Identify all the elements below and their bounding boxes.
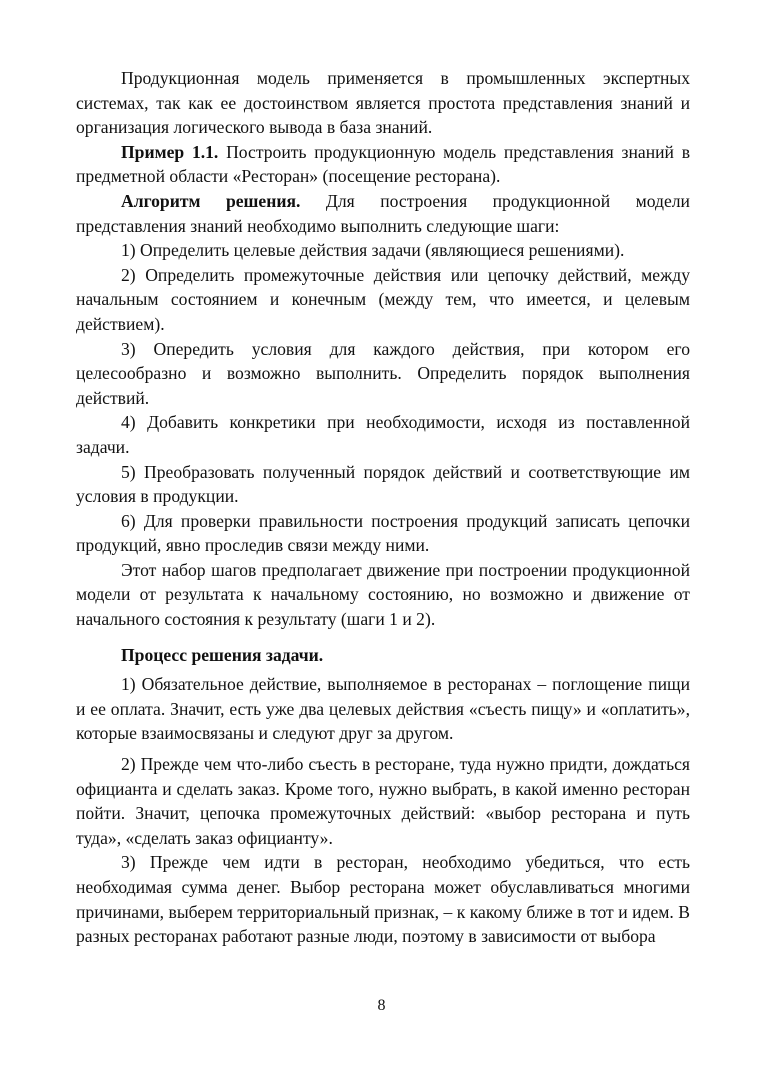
example-label: Пример 1.1.: [121, 141, 219, 162]
algorithm-text: Для построения продукционной модели представления знаний необходимо выполнить следующие шаги:: [76, 190, 690, 236]
process-item: 2) Прежде чем что-либо съесть в ресторане, туда нужно придти, дождаться официанта и сделать заказ. Кроме того, нужно выбрать, в какой именно ресторан пойти. Значит, цепочка промежуточных действий: «выбор ресторана и путь туда», «сделать заказ официанту».: [76, 754, 690, 848]
example-text: Построить продукционную модель представления знаний в предметной области «Ресторан» (посещение ресторана).: [76, 141, 691, 187]
step-item: 4) Добавить конкретики при необходимости, исходя из поставленной задачи.: [76, 412, 690, 457]
step-item: 3) Опередить условия для каждого действия, при котором его целесообразно и возможно выполнить. Определить порядок выполнения действий.: [76, 338, 690, 408]
process-heading: Процесс решения задачи.: [121, 644, 324, 665]
step-item: 6) Для проверки правильности построения продукций записать цепочки продукций, явно проследив связи между ними.: [76, 510, 690, 556]
page-number: 8: [377, 997, 386, 1014]
intro-paragraph: Продукционная модель применяется в промышленных экспертных системах, так как ее достоинством является простота представления знаний и организация логического вывода в база знаний.: [76, 68, 690, 138]
algorithm-label: Алгоритм решения.: [121, 190, 301, 211]
process-item: 1) Обязательное действие, выполняемое в ресторанах – поглощение пищи и ее оплата. Значит, есть уже два целевых действия «съесть пищу» и «оплатить», которые взаимосвязаны и следуют друг за другом.: [76, 674, 690, 744]
step-item: 1) Определить целевые действия задачи (являющиеся решениями).: [121, 240, 625, 261]
process-item: 3) Прежде чем идти в ресторан, необходимо убедиться, что есть необходимая сумма денег. Выбор ресторана может обуславливаться многими причинами, выберем территориальный признак, – к какому ближе в тот и идем. В разных ресторанах работают разные люди, поэтому в зависимости от выбора: [76, 852, 690, 947]
step-item: 5) Преобразовать полученный порядок действий и соответствующие им условия в продукции.: [76, 461, 690, 507]
page-body: [76, 66, 690, 949]
step-item: 2) Определить промежуточные действия или цепочку действий, между начальным состоянием и конечным (между тем, что имеется, и целевым действием).: [76, 264, 690, 334]
steps-summary-paragraph: Этот набор шагов предполагает движение при построении продукционной модели от результата к начальному состоянию, но возможно и движение от начального состояния к результату (шаги 1 и 2).: [76, 559, 690, 630]
example-paragraph: [76, 140, 690, 189]
algorithm-paragraph: [76, 189, 690, 238]
